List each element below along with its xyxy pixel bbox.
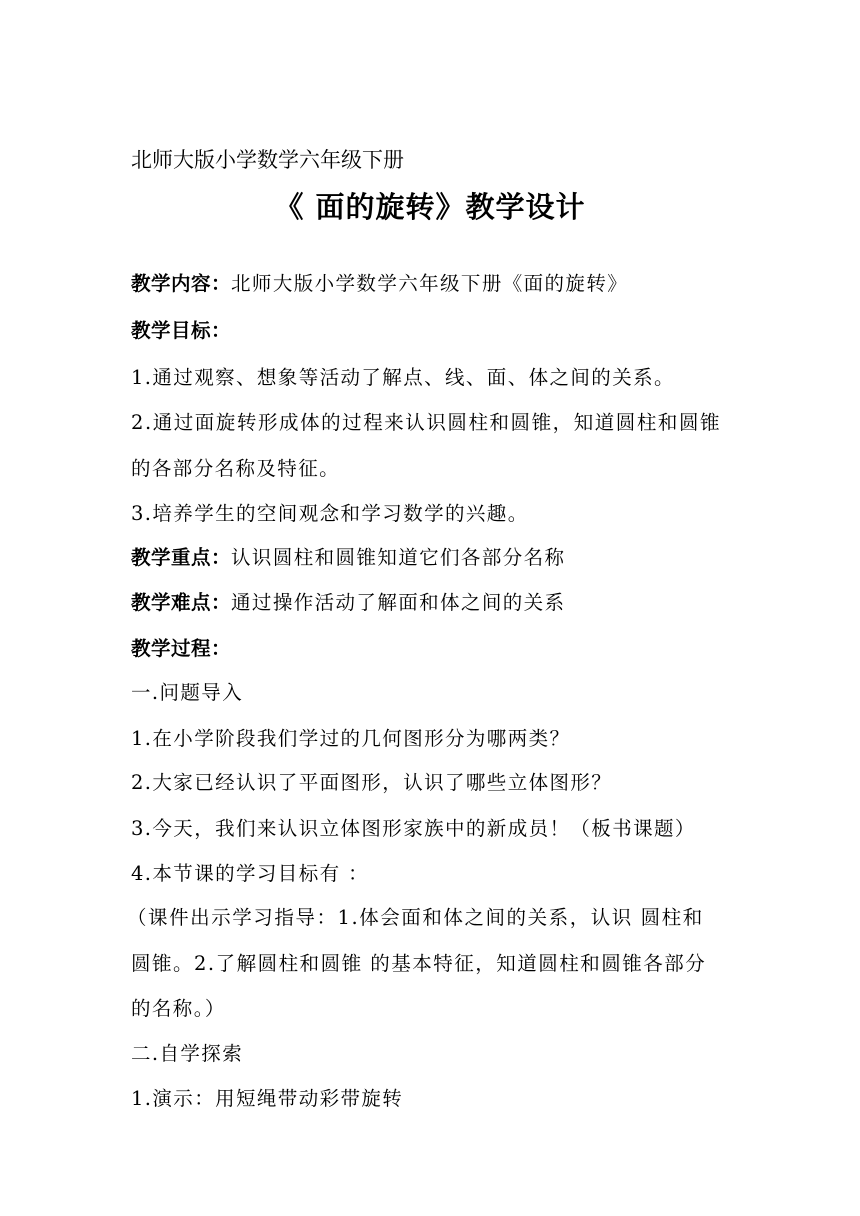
list-item: 4.本节课的学习目标有 ： [131, 862, 370, 885]
document-title: 《 面的旋转》教学设计 [274, 190, 586, 224]
goal-item: 3.培养学生的空间观念和学习数学的兴趣。 [131, 502, 529, 525]
difficulty [131, 591, 731, 615]
teaching-content [131, 272, 731, 296]
key-point-label: 教学重点： [131, 546, 232, 569]
teaching-process-label: 教学过程： [131, 637, 232, 660]
textbook-series: 北师大版小学数学六年级下册 [131, 148, 404, 172]
list-item: 3.今天，我们来认识立体图形家族中的新成员！（板书课题） [131, 817, 696, 840]
goal-item: 1.通过观察、想象等活动了解点、线、面、体之间的关系。 [131, 366, 675, 389]
teaching-content-text: 北师大版小学数学六年级下册《面的旋转》 [231, 272, 629, 295]
courseware-line: 的名称。） [131, 997, 226, 1020]
list-item: 2.大家已经认识了平面图形，认识了哪些立体图形？ [131, 771, 613, 794]
difficulty-label: 教学难点： [131, 591, 232, 614]
key-point [131, 546, 731, 570]
list-item: 1.在小学阶段我们学过的几何图形分为哪两类？ [131, 727, 571, 750]
section-heading: 二.自学探索 [131, 1042, 244, 1065]
goal-item: 2.通过面旋转形成体的过程来认识圆柱和圆锥，知道圆柱和圆锥 [131, 411, 722, 434]
teaching-goals-label: 教学目标： [131, 319, 232, 342]
goal-item-continued: 的各部分名称及特征。 [131, 457, 341, 480]
list-item: 1.演示：用短绳带动彩带旋转 [131, 1087, 404, 1110]
courseware-line: 圆锥。2.了解圆柱和圆锥 的基本特征，知道圆柱和圆锥各部分 [131, 952, 707, 975]
teaching-content-label: 教学内容： [131, 272, 232, 295]
difficulty-text: 通过操作活动了解面和体之间的关系 [231, 591, 566, 614]
key-point-text: 认识圆柱和圆锥知道它们各部分名称 [231, 546, 566, 569]
section-heading: 一.问题导入 [131, 681, 244, 704]
courseware-line: （课件出示学习指导：1.体会面和体之间的关系，认识 圆柱和 [127, 906, 704, 929]
